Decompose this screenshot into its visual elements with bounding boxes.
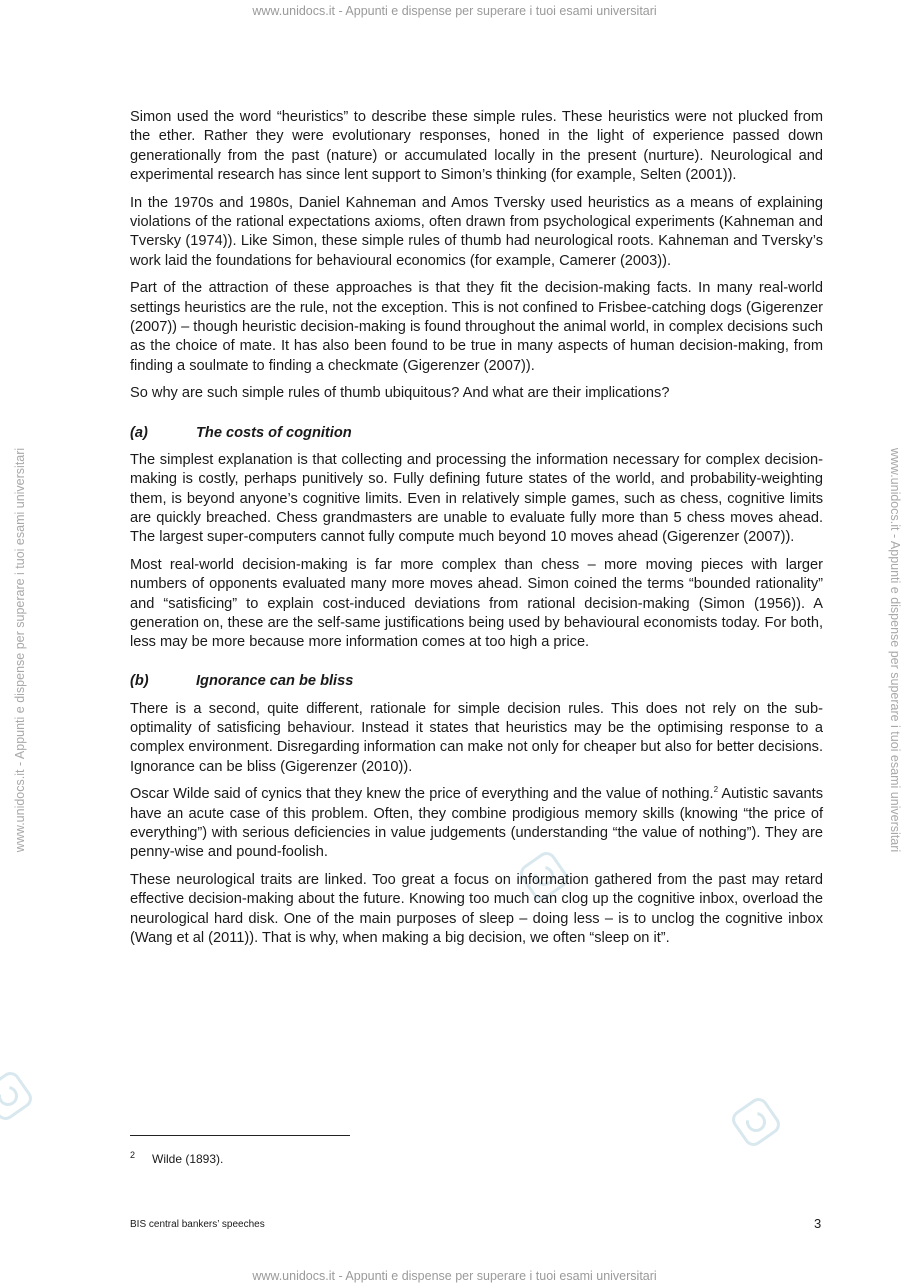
document-body <box>130 108 823 957</box>
paragraph-text: Autistic savants have an acute case of this problem. Often, they combine prodigious memory skills (knowing “the price of everything”) with serious deficiencies in value judgements (understanding “the value of nothing”). They are penny-wise and pound-foolish. <box>130 786 823 861</box>
paragraph: The simplest explanation is that collecting and processing the information necessary for complex decision-making is costly, perhaps punitively so. Fully defining future states of the world, and probability-weighting them, is beyond anyone’s cognitive limits. Even in relatively simple games, such as chess, cognitive limits are quickly breached. Chess grandmasters are unable to evaluate fully more than 5 chess moves ahead. The largest super-computers cannot fully compute much beyond 10 moves ahead (Gigerenzer (2007)). <box>130 451 823 546</box>
footnote-divider <box>130 1135 350 1136</box>
section-heading-a <box>130 424 823 443</box>
page-number: 3 <box>814 1216 822 1231</box>
section-title: The costs of cognition <box>196 424 352 441</box>
section-number: (b) <box>130 673 149 690</box>
watermark-logo-icon <box>728 1094 784 1150</box>
footer-source: BIS central bankers’ speeches <box>130 1219 265 1230</box>
footnote <box>130 1152 223 1166</box>
paragraph: Part of the attraction of these approaches is that they fit the decision-making facts. In many real-world settings heuristics are the rule, not the exception. This is not confined to Frisbee-catching dogs (Gigerenzer (2007)) – though heuristic decision-making is found throughout the animal world, in complex decisions such as the choice of mate. It has also been found to be true in many aspects of human decision-making, from finding a soulmate to finding a checkmate (Gigerenzer (2007)). <box>130 280 823 374</box>
paragraph: Simon used the word “heuristics” to describe these simple rules. These heuristics were not plucked from the ether. Rather they were evolutionary responses, honed in the light of experience passed down generationally from the past (nature) or accumulated locally in the present (nurture). Neurological and experimental research has since lent support to Simon’s thinking (for example, Selten (2001)). <box>130 109 823 183</box>
watermark-left: www.unidocs.it - Appunti e dispense per superare i tuoi esami universitari <box>13 447 27 853</box>
section-title: Ignorance can be bliss <box>196 673 354 690</box>
paragraph <box>130 785 823 862</box>
section-heading-b <box>130 672 823 691</box>
paragraph-text: Oscar Wilde said of cynics that they knew the price of everything and the value of nothing. <box>130 786 714 803</box>
paragraph: So why are such simple rules of thumb ubiquitous? And what are their implications? <box>130 385 670 402</box>
paragraph: These neurological traits are linked. Too great a focus on information gathered from the past may retard effective decision-making about the future. Knowing too much can clog up the cognitive inbox, overload the neurological hard disk. One of the main purposes of sleep – doing less – is to unclog the cognitive inbox (Wang et al (2011)). That is why, when making a big decision, we often “sleep on it”. <box>130 872 823 946</box>
watermark-right: www.unidocs.it - Appunti e dispense per superare i tuoi esami universitari <box>888 447 902 853</box>
footnote-reference[interactable]: 2 <box>713 785 719 795</box>
paragraph: In the 1970s and 1980s, Daniel Kahneman and Amos Tversky used heuristics as a means of explaining violations of the rational expectations axioms, often drawn from psychological experiments (Kahneman and Tversky (1974)). Like Simon, these simple rules of thumb had neurological roots. Kahneman and Tversky’s work laid the foundations for behavioural economics (for example, Camerer (2003)). <box>130 194 823 269</box>
watermark-top: www.unidocs.it - Appunti e dispense per superare i tuoi esami universitari <box>252 4 657 18</box>
paragraph: There is a second, quite different, rationale for simple decision rules. This does not rely on the sub-optimality of satisficing behaviour. Instead it states that heuristics may be the optimising response to a complex environment. Disregarding information can make not only for cheaper but also for better decisions. Ignorance can be bliss (Gigerenzer (2010)). <box>130 700 823 775</box>
section-number: (a) <box>130 424 148 441</box>
footnote-number: 2 <box>130 1150 136 1160</box>
watermark-bottom: www.unidocs.it - Appunti e dispense per superare i tuoi esami universitari <box>252 1269 657 1283</box>
footnote-text: Wilde (1893). <box>152 1152 224 1166</box>
watermark-logo-icon <box>0 1068 36 1124</box>
paragraph: Most real-world decision-making is far more complex than chess – more moving pieces with larger numbers of opponents evaluated many more moves ahead. Simon coined the terms “bounded rationality” and “satisficing” to explain cost-induced deviations from rational decision-making (Simon (1956)). A generation on, these are the self-same justifications being used by behavioural economists today. For both, less may be more because more information comes at too high a price. <box>130 556 823 651</box>
